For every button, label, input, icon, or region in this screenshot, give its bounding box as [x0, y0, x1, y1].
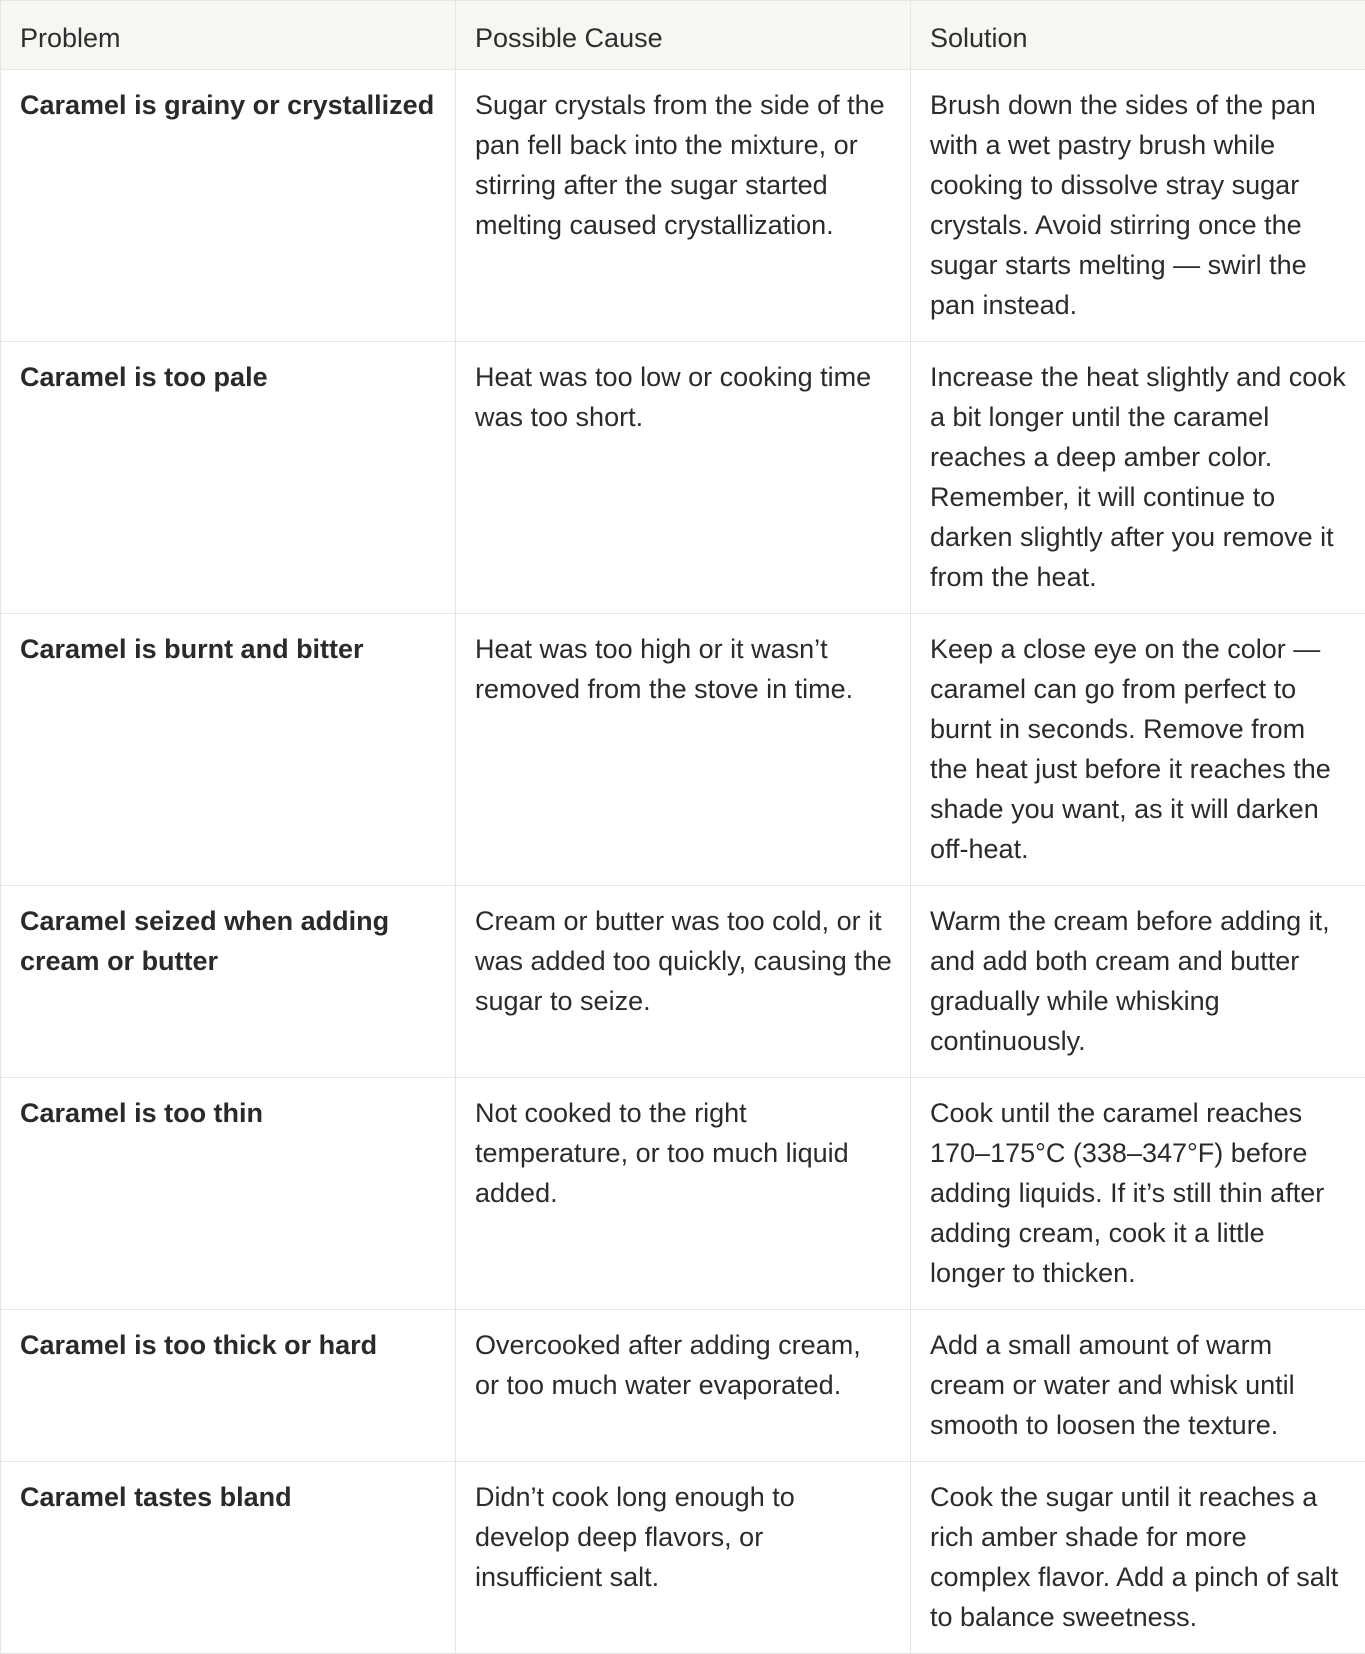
header-solution: Solution: [911, 1, 1365, 70]
table-row: [1, 614, 1365, 886]
table-row: [1, 1078, 1365, 1310]
header-row: [1, 1, 1365, 70]
solution-cell: Cook until the caramel reaches 170–175°C (338–347°F) before adding liquids. If it’s still thin after adding cream, cook it a little longer to thicken.: [911, 1078, 1365, 1310]
cause-cell: Not cooked to the right temperature, or too much liquid added.: [456, 1078, 911, 1310]
table-row: [1, 70, 1365, 342]
cause-cell: Overcooked after adding cream, or too much water evaporated.: [456, 1310, 911, 1462]
cause-cell: Didn’t cook long enough to develop deep flavors, or insufficient salt.: [456, 1462, 911, 1654]
problem-cell: Caramel is burnt and bitter: [1, 614, 456, 886]
problem-cell: Caramel seized when adding cream or butter: [1, 886, 456, 1078]
solution-cell: Add a small amount of warm cream or water and whisk until smooth to loosen the texture.: [911, 1310, 1365, 1462]
table-row: [1, 1310, 1365, 1462]
table-row: [1, 1462, 1365, 1654]
problem-cell: Caramel is too thin: [1, 1078, 456, 1310]
problem-cell: Caramel is grainy or crystallized: [1, 70, 456, 342]
solution-cell: Brush down the sides of the pan with a wet pastry brush while cooking to dissolve stray sugar crystals. Avoid stirring once the sugar starts melting — swirl the pan instead.: [911, 70, 1365, 342]
header-problem: Problem: [1, 1, 456, 70]
cause-cell: Sugar crystals from the side of the pan fell back into the mixture, or stirring after the sugar started melting caused crystallization.: [456, 70, 911, 342]
cause-cell: Cream or butter was too cold, or it was added too quickly, causing the sugar to seize.: [456, 886, 911, 1078]
table-row: [1, 342, 1365, 614]
table-body: [1, 70, 1365, 1654]
solution-cell: Cook the sugar until it reaches a rich amber shade for more complex flavor. Add a pinch of salt to balance sweetness.: [911, 1462, 1365, 1654]
problem-cell: Caramel tastes bland: [1, 1462, 456, 1654]
problem-cell: Caramel is too thick or hard: [1, 1310, 456, 1462]
cause-cell: Heat was too low or cooking time was too short.: [456, 342, 911, 614]
solution-cell: Keep a close eye on the color — caramel can go from perfect to burnt in seconds. Remove from the heat just before it reaches the shade you want, as it will darken off-heat.: [911, 614, 1365, 886]
cause-cell: Heat was too high or it wasn’t removed from the stove in time.: [456, 614, 911, 886]
table-header: [1, 1, 1365, 70]
table-row: [1, 886, 1365, 1078]
solution-cell: Warm the cream before adding it, and add both cream and butter gradually while whisking continuously.: [911, 886, 1365, 1078]
problem-cell: Caramel is too pale: [1, 342, 456, 614]
solution-cell: Increase the heat slightly and cook a bit longer until the caramel reaches a deep amber color. Remember, it will continue to darken slightly after you remove it from the heat.: [911, 342, 1365, 614]
header-possible-cause: Possible Cause: [456, 1, 911, 70]
